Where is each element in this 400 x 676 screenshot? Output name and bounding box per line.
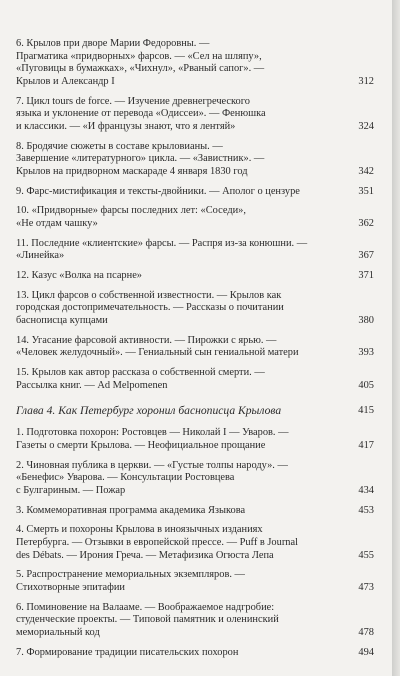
toc-entry [16,270,374,283]
toc-entry [16,186,374,199]
toc-entry [16,205,374,230]
toc-entry-line: «Бенефис» Уварова. — Консультации Ростовцева [16,472,235,484]
toc-entry-line: языка и уклонение от перевода «Одиссеи». — Фенюшка [16,108,266,120]
toc-entry-line: 8. Бродячие сюжеты в составе крыловианы. — [16,140,223,152]
toc-entry-line: «Пуговицы в бумажках», «Чихнул», «Рваный сапог». — [16,63,265,75]
toc-page-number: 380 [358,315,374,326]
toc-entry-line: «Линейка» [16,250,65,262]
toc-entry [16,367,374,392]
toc-entry [16,569,374,594]
table-of-contents [16,38,374,667]
page-edge [392,0,400,676]
toc-page-number: 455 [358,549,374,561]
toc-page-number: 453 [358,504,374,516]
toc-entry-line: 4. Смерть и похороны Крылова в иноязычных изданиях [16,524,263,536]
toc-entry-line: Рассылка книг. — Ad Melpomenen [16,379,168,391]
toc-entry [16,647,374,660]
toc-entry [16,602,374,640]
toc-page-number: 324 [358,120,374,132]
toc-entry-line: 12. Казус «Волка на псарне» [16,270,142,282]
toc-entry [16,238,374,263]
toc-entry-line: городская достопримечательность. — Рассказы о почитании [16,302,284,314]
toc-entry-line: Стихотворные эпитафии [16,582,125,594]
toc-entry-line: «Человек желудочный». — Гениальный сын гениальной матери [16,347,299,359]
toc-entry [16,38,374,88]
toc-entry-line: «Не отдам чашку» [16,217,98,229]
toc-entry [16,335,374,360]
chapter-page-number: 415 [358,405,374,417]
toc-entry-line: 7. Формирование традиции писательских похорон [16,646,239,658]
toc-entry [16,96,374,134]
toc-page-number: 434 [358,484,374,496]
toc-page-number: 478 [358,627,374,638]
toc-entry-line: студенческие проекты. — Типовой памятник и оленинский [16,614,279,626]
toc-page-number: 342 [358,165,374,177]
toc-entry [16,141,374,179]
toc-page-number: 494 [358,646,374,658]
toc-entry-line: 13. Цикл фарсов о собственной известности. — Крылов как [16,289,282,301]
toc-entry-line: Крылов и Александр I [16,75,115,87]
toc-page-number: 351 [358,185,374,197]
toc-entry-line: Петербурга. — Отзывки в европейской прессе. — Puff в Journal [16,537,298,549]
toc-section-before [16,38,374,392]
toc-entry-line: 6. Крылов при дворе Марии Федоровны. — [16,38,210,49]
toc-page-number: 473 [358,582,374,594]
toc-page-number: 367 [358,250,374,262]
toc-page-number: 371 [358,270,374,282]
toc-entry [16,505,374,518]
toc-entry-line: 3. Коммеморативная программа академика Языкова [16,504,246,516]
toc-page-number: 405 [358,379,374,391]
toc-entry-line: 11. Последние «клиентские» фарсы. — Распря из-за конюшни. — [16,237,308,249]
toc-entry [16,290,374,328]
toc-entry-line: 14. Угасание фарсовой активности. — Пирожки с ярью. — [16,334,277,346]
toc-entry-line: 9. Фарс-мистификация и тексты-двойники. — Аполог о цензуре [16,185,300,197]
toc-entry-line: Крылов на придворном маскараде 4 января 1830 год [16,165,248,177]
toc-page-number: 312 [358,75,374,87]
toc-entry [16,460,374,498]
toc-entry-line: 2. Чиновная публика в церкви. — «Густые толпы народу». — [16,459,288,471]
toc-section-after [16,427,374,659]
toc-entry-line: 1. Подготовка похорон: Ростовцев — Николай I — Уваров. — [16,427,289,439]
toc-entry-line: Завершение «литературного» цикла. — «Завистник». — [16,153,265,165]
toc-page-number: 362 [358,217,374,229]
toc-page-number: 417 [358,439,374,451]
toc-entry-line: Прагматика «придворных» фарсов. — «Сел на шляпу», [16,50,262,62]
chapter-heading [16,404,374,418]
toc-entry-line: des Débats. — Ирония Греча. — Метафизика Огюста Лепа [16,549,274,561]
toc-entry-line: с Булгариным. — Пожар [16,484,126,496]
toc-entry-line: 10. «Придворные» фарсы последних лет: «Соседи», [16,205,246,217]
toc-entry-line: 5. Распространение мемориальных экземпляров. — [16,569,245,581]
toc-entry-line: 6. Поминовение на Валааме. — Воображаемое надгробие: [16,601,275,613]
toc-entry-line: Газеты о смерти Крылова. — Неофициальное прощание [16,439,266,451]
toc-entry-line: и классики. — «И французы знают, что я лентяй» [16,120,236,132]
toc-entry-line: баснописца купцами [16,315,108,326]
toc-entry-line: 7. Цикл tours de force. — Изучение древнегреческого [16,95,250,107]
toc-entry-line: мемориальный код [16,627,100,638]
toc-page-number: 393 [358,347,374,359]
toc-entry [16,427,374,452]
toc-entry [16,524,374,562]
chapter-title: Глава 4. Как Петербург хоронил баснописца Крылова [16,404,282,418]
toc-entry-line: 15. Крылов как автор рассказа о собственной смерти. — [16,367,265,379]
